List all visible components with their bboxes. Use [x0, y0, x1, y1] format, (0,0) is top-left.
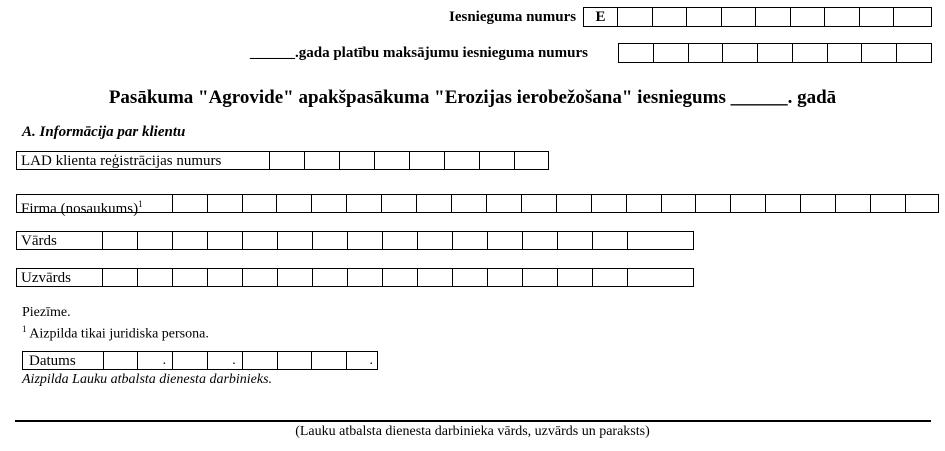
grid-cell[interactable]: [793, 44, 828, 62]
grid-cell[interactable]: [758, 44, 793, 62]
grid-cell[interactable]: [722, 8, 756, 26]
grid-cell[interactable]: [523, 232, 558, 249]
grid-cell[interactable]: [452, 195, 487, 212]
grid-cell[interactable]: [766, 195, 801, 212]
company-label-text: Firma (nosaukums): [21, 201, 139, 217]
company-field[interactable]: [16, 194, 939, 217]
grid-cell[interactable]: [558, 269, 593, 286]
date-separator: .: [208, 352, 243, 369]
grid-cell[interactable]: [270, 152, 305, 169]
grid-cell[interactable]: [487, 195, 522, 212]
lad-number-field[interactable]: [16, 151, 549, 170]
grid-cell[interactable]: [515, 152, 548, 169]
grid-cell[interactable]: [557, 195, 592, 212]
note-footnote: [22, 321, 209, 343]
grid-cell[interactable]: [828, 44, 863, 62]
grid-cell[interactable]: [208, 232, 243, 249]
grid-cell[interactable]: [592, 195, 627, 212]
grid-cell[interactable]: [862, 44, 897, 62]
grid-cell[interactable]: [653, 8, 687, 26]
date-separator: .: [369, 353, 374, 368]
application-number-grid[interactable]: [583, 7, 932, 27]
grid-cell[interactable]: [348, 269, 383, 286]
grid-cell[interactable]: [628, 232, 660, 249]
grid-cell[interactable]: [756, 8, 791, 26]
grid-cell[interactable]: [593, 232, 628, 249]
grid-cell[interactable]: [618, 8, 653, 26]
footnote-mark: 1: [138, 199, 143, 209]
date-separator: .: [138, 352, 173, 369]
grid-cell[interactable]: [138, 232, 173, 249]
application-number-prefix: E: [584, 8, 618, 26]
grid-cell[interactable]: [243, 232, 278, 249]
grid-cell[interactable]: [305, 152, 340, 169]
grid-cell[interactable]: [103, 232, 138, 249]
grid-cell[interactable]: [825, 8, 860, 26]
grid-cell[interactable]: [375, 152, 410, 169]
grid-cell[interactable]: [410, 152, 445, 169]
grid-cell[interactable]: [522, 195, 557, 212]
grid-cell[interactable]: [654, 44, 689, 62]
grid-cell[interactable]: [453, 232, 488, 249]
note: [22, 305, 209, 343]
grid-cell[interactable]: [860, 8, 894, 26]
filled-by-note: Aizpilda Lauku atbalsta dienesta darbinieks.: [22, 372, 273, 387]
grid-cell[interactable]: [836, 195, 871, 212]
grid-cell[interactable]: [791, 8, 825, 26]
company-label: [17, 195, 173, 217]
grid-cell[interactable]: [418, 232, 453, 249]
grid-cell[interactable]: [312, 195, 347, 212]
first-name-field[interactable]: [16, 231, 694, 250]
grid-cell[interactable]: [871, 195, 906, 212]
date-label: Datums: [23, 352, 104, 369]
grid-cell[interactable]: [894, 8, 927, 26]
grid-cell[interactable]: [906, 195, 938, 212]
grid-cell[interactable]: [278, 269, 313, 286]
grid-cell[interactable]: [313, 232, 348, 249]
first-name-label: Vārds: [17, 232, 103, 249]
grid-cell[interactable]: [313, 269, 348, 286]
page-title: Pasākuma "Agrovide" apakšpasākuma "Erozijas ierobežošana" iesniegums ______. gadā: [108, 87, 837, 108]
grid-cell[interactable]: [243, 352, 278, 369]
grid-cell[interactable]: [383, 269, 418, 286]
grid-cell[interactable]: [208, 269, 243, 286]
payment-application-grid[interactable]: [618, 43, 932, 63]
grid-cell[interactable]: [558, 232, 593, 249]
grid-cell[interactable]: [897, 44, 931, 62]
grid-cell[interactable]: [731, 195, 766, 212]
grid-cell[interactable]: [347, 195, 382, 212]
grid-cell[interactable]: [593, 269, 628, 286]
lad-number-label: LAD klienta reģistrācijas numurs: [17, 152, 270, 169]
grid-cell[interactable]: [480, 152, 515, 169]
grid-cell[interactable]: [488, 232, 523, 249]
grid-cell[interactable]: [173, 232, 208, 249]
grid-cell[interactable]: [243, 195, 278, 212]
grid-cell[interactable]: [138, 269, 173, 286]
note-title: Piezīme.: [22, 305, 71, 320]
grid-cell[interactable]: [173, 195, 208, 212]
signature-caption: (Lauku atbalsta dienesta darbinieka vārds, uzvārds un paraksts): [295, 424, 650, 439]
application-number-label: Iesnieguma numurs: [449, 9, 577, 25]
grid-cell[interactable]: [340, 152, 375, 169]
grid-cell[interactable]: [173, 352, 208, 369]
footnote-text: Aizpilda tikai juridiska persona.: [26, 326, 209, 342]
grid-cell[interactable]: [173, 269, 208, 286]
last-name-label: Uzvārds: [17, 269, 103, 286]
grid-cell[interactable]: [523, 269, 558, 286]
grid-cell[interactable]: [103, 269, 138, 286]
last-name-field[interactable]: [16, 268, 694, 287]
grid-cell[interactable]: [382, 195, 417, 212]
grid-cell[interactable]: [619, 44, 654, 62]
grid-cell[interactable]: [453, 269, 488, 286]
grid-cell[interactable]: [312, 352, 347, 369]
grid-cell[interactable]: [208, 195, 243, 212]
grid-cell[interactable]: [696, 195, 731, 212]
grid-cell[interactable]: [278, 352, 313, 369]
section-a-heading: A. Informācija par klientu: [22, 124, 186, 140]
grid-cell[interactable]: [278, 232, 313, 249]
signature-line: [15, 420, 931, 422]
grid-cell[interactable]: [488, 269, 523, 286]
grid-cell[interactable]: [417, 195, 452, 212]
footnote-mark: 1: [22, 324, 27, 334]
grid-cell[interactable]: [348, 232, 383, 249]
grid-cell[interactable]: [801, 195, 836, 212]
grid-cell[interactable]: [723, 44, 758, 62]
grid-cell[interactable]: [628, 269, 660, 286]
date-field[interactable]: [22, 351, 378, 370]
grid-cell[interactable]: [243, 269, 278, 286]
grid-cell[interactable]: [418, 269, 453, 286]
grid-cell[interactable]: [383, 232, 418, 249]
payment-application-label: ______.gada platību maksājumu iesnieguma numurs: [250, 45, 588, 61]
grid-cell[interactable]: [662, 195, 697, 212]
grid-cell[interactable]: [687, 8, 722, 26]
grid-cell[interactable]: [689, 44, 724, 62]
grid-cell[interactable]: [277, 195, 312, 212]
grid-cell[interactable]: [445, 152, 480, 169]
grid-cell[interactable]: [104, 352, 139, 369]
grid-cell[interactable]: [627, 195, 662, 212]
